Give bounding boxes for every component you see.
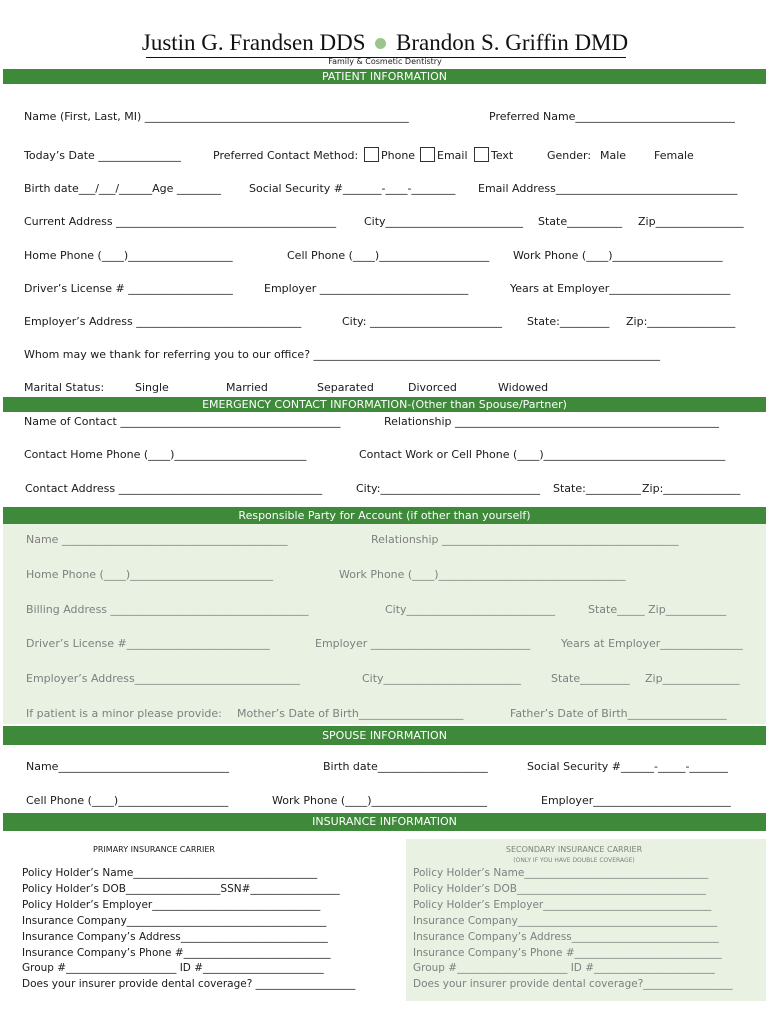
primary-insurance-field[interactable]: Group #_____________________ ID #_______________________ [22, 962, 324, 975]
emergency-zip-field[interactable]: Zip:______________ [642, 482, 741, 495]
primary-carrier-title: PRIMARY INSURANCE CARRIER [93, 845, 215, 854]
secondary-insurance-field[interactable]: Insurance Company______________________________________ [413, 914, 718, 927]
primary-insurance-field[interactable]: Insurance Company’s Address____________________________ [22, 930, 328, 943]
bullet-dot-icon [375, 38, 386, 49]
gender-female-option[interactable]: Female [654, 149, 694, 162]
secondary-insurance-field[interactable]: Does your insurer provide dental coverage?_________________ [413, 978, 733, 991]
zip-field[interactable]: Zip________________ [638, 215, 744, 228]
employer-zip-field[interactable]: Zip:________________ [626, 315, 736, 328]
secondary-carrier-note: (ONLY IF YOU HAVE DOUBLE COVERAGE) [513, 857, 635, 864]
billing-city-field[interactable]: City___________________________ [385, 603, 556, 616]
minor-label: If patient is a minor please provide: [26, 707, 222, 720]
contact-method-label: Preferred Contact Method: [213, 149, 359, 162]
employer-city-field[interactable]: City: ________________________ [342, 315, 502, 328]
emergency-work-phone-field[interactable]: Contact Work or Cell Phone (____)_________________________________ [359, 448, 726, 461]
text-checkbox[interactable] [474, 147, 489, 162]
phone-checkbox[interactable] [364, 147, 379, 162]
section-spouse-information: SPOUSE INFORMATION [3, 726, 766, 745]
gender-male-option[interactable]: Male [600, 149, 627, 162]
primary-insurance-field[interactable]: Does your insurer provide dental coverage? ___________________ [22, 978, 356, 991]
spouse-employer-field[interactable]: Employer_________________________ [541, 794, 731, 807]
employer-field[interactable]: Employer ___________________________ [264, 282, 469, 295]
practice-subtitle: Family & Cosmetic Dentistry [328, 57, 442, 66]
marital-single-option[interactable]: Single [135, 381, 169, 394]
employer-state-field[interactable]: State:_________ [527, 315, 610, 328]
marital-widowed-option[interactable]: Widowed [498, 381, 549, 394]
todays-date-field[interactable]: Today’s Date _______________ [24, 149, 181, 162]
secondary-insurance-field[interactable]: Insurance Company’s Address____________________________ [413, 930, 719, 943]
preferred-name-field[interactable]: Preferred Name_____________________________ [489, 110, 735, 123]
secondary-insurance-field[interactable]: Policy Holder’s DOB____________________________________ [413, 882, 706, 895]
doctor-2-name: Brandon S. Griffin DMD [396, 30, 629, 55]
primary-insurance-field[interactable]: Policy Holder’s DOB__________________SSN#_________________ [22, 882, 340, 895]
years-at-employer-field[interactable]: Years at Employer______________________ [510, 282, 731, 295]
drivers-license-field[interactable]: Driver’s License # ___________________ [24, 282, 233, 295]
emergency-relationship-field[interactable]: Relationship ________________________________________________ [384, 415, 720, 428]
primary-insurance-field[interactable]: Insurance Company’s Phone #____________________________ [22, 946, 331, 959]
employer-address-field[interactable]: Employer’s Address ______________________________ [24, 315, 302, 328]
section-insurance-information: INSURANCE INFORMATION [3, 813, 766, 831]
spouse-ssn-field[interactable]: Social Security #______-_____-_______ [527, 760, 728, 773]
practice-title [0, 30, 770, 56]
marital-married-option[interactable]: Married [226, 381, 268, 394]
phone-option-label: Phone [381, 149, 416, 162]
gender-label: Gender: [547, 149, 592, 162]
social-security-field[interactable]: Social Security #_______-____-________ [249, 182, 456, 195]
spouse-work-phone-field[interactable]: Work Phone (____)_____________________ [272, 794, 488, 807]
section-patient-information: PATIENT INFORMATION [3, 69, 766, 84]
text-option-label: Text [491, 149, 514, 162]
spouse-cell-phone-field[interactable]: Cell Phone (____)____________________ [26, 794, 229, 807]
birth-date-age-field[interactable]: Birth date___/___/______Age ________ [24, 182, 221, 195]
patient-name-field[interactable]: Name (First, Last, MI) ________________________________________________ [24, 110, 409, 123]
emergency-contact-name-field[interactable]: Name of Contact ________________________________________ [24, 415, 341, 428]
marital-status-label: Marital Status: [24, 381, 105, 394]
responsible-employer-address-field[interactable]: Employer’s Address______________________________ [26, 672, 300, 685]
father-dob-field[interactable]: Father’s Date of Birth__________________ [510, 707, 727, 720]
secondary-insurance-field[interactable]: Policy Holder’s Name___________________________________ [413, 867, 709, 879]
email-checkbox[interactable] [420, 147, 435, 162]
mother-dob-field[interactable]: Mother’s Date of Birth___________________ [237, 707, 464, 720]
city-field[interactable]: City_________________________ [364, 215, 524, 228]
spouse-birth-date-field[interactable]: Birth date____________________ [323, 760, 488, 773]
emergency-address-field[interactable]: Contact Address _____________________________________ [25, 482, 323, 495]
responsible-employer-field[interactable]: Employer _____________________________ [315, 637, 531, 650]
section-responsible-party: Responsible Party for Account (if other than yourself) [3, 507, 766, 524]
secondary-insurance-field[interactable]: Group #_____________________ ID #_______________________ [413, 962, 715, 975]
billing-state-zip-field[interactable]: State_____ Zip___________ [588, 603, 727, 616]
primary-insurance-field[interactable]: Insurance Company______________________________________ [22, 914, 327, 927]
secondary-insurance-field[interactable]: Policy Holder’s Employer________________________________ [413, 898, 712, 911]
state-field[interactable]: State__________ [538, 215, 623, 228]
billing-address-field[interactable]: Billing Address ____________________________________ [26, 603, 309, 616]
responsible-years-field[interactable]: Years at Employer_______________ [561, 637, 743, 650]
responsible-name-field[interactable]: Name _________________________________________ [26, 533, 288, 546]
section-emergency-contact: EMERGENCY CONTACT INFORMATION-(Other than Spouse/Partner) [3, 397, 766, 412]
responsible-home-phone-field[interactable]: Home Phone (____)__________________________ [26, 568, 274, 581]
responsible-employer-city-field[interactable]: City_________________________ [362, 672, 522, 685]
responsible-work-phone-field[interactable]: Work Phone (____)__________________________________ [339, 568, 626, 581]
current-address-field[interactable]: Current Address ________________________________________ [24, 215, 337, 228]
marital-separated-option[interactable]: Separated [317, 381, 374, 394]
primary-insurance-field[interactable]: Policy Holder’s Employer________________________________ [22, 898, 321, 911]
responsible-employer-zip-field[interactable]: Zip______________ [645, 672, 740, 685]
emergency-city-field[interactable]: City:_____________________________ [356, 482, 540, 495]
spouse-name-field[interactable]: Name_______________________________ [26, 760, 229, 773]
doctor-1-name: Justin G. Frandsen DDS [141, 30, 366, 55]
referral-field[interactable]: Whom may we thank for referring you to our office? _______________________________________________________________ [24, 348, 661, 361]
emergency-state-field[interactable]: State:__________ [553, 482, 641, 495]
marital-divorced-option[interactable]: Divorced [408, 381, 457, 394]
work-phone-field[interactable]: Work Phone (____)____________________ [513, 249, 723, 262]
responsible-license-field[interactable]: Driver’s License #__________________________ [26, 637, 270, 650]
secondary-carrier-title: SECONDARY INSURANCE CARRIER [505, 845, 643, 854]
emergency-home-phone-field[interactable]: Contact Home Phone (____)________________________ [24, 448, 307, 461]
email-option-label: Email [437, 149, 468, 162]
secondary-insurance-field[interactable]: Insurance Company’s Phone #____________________________ [413, 946, 722, 959]
primary-insurance-field[interactable]: Policy Holder’s Name___________________________________ [22, 867, 318, 879]
email-address-field[interactable]: Email Address_________________________________ [478, 182, 738, 195]
home-phone-field[interactable]: Home Phone (____)___________________ [24, 249, 233, 262]
cell-phone-field[interactable]: Cell Phone (____)____________________ [287, 249, 490, 262]
responsible-employer-state-field[interactable]: State_________ [551, 672, 630, 685]
responsible-relationship-field[interactable]: Relationship ___________________________________________ [371, 533, 679, 546]
